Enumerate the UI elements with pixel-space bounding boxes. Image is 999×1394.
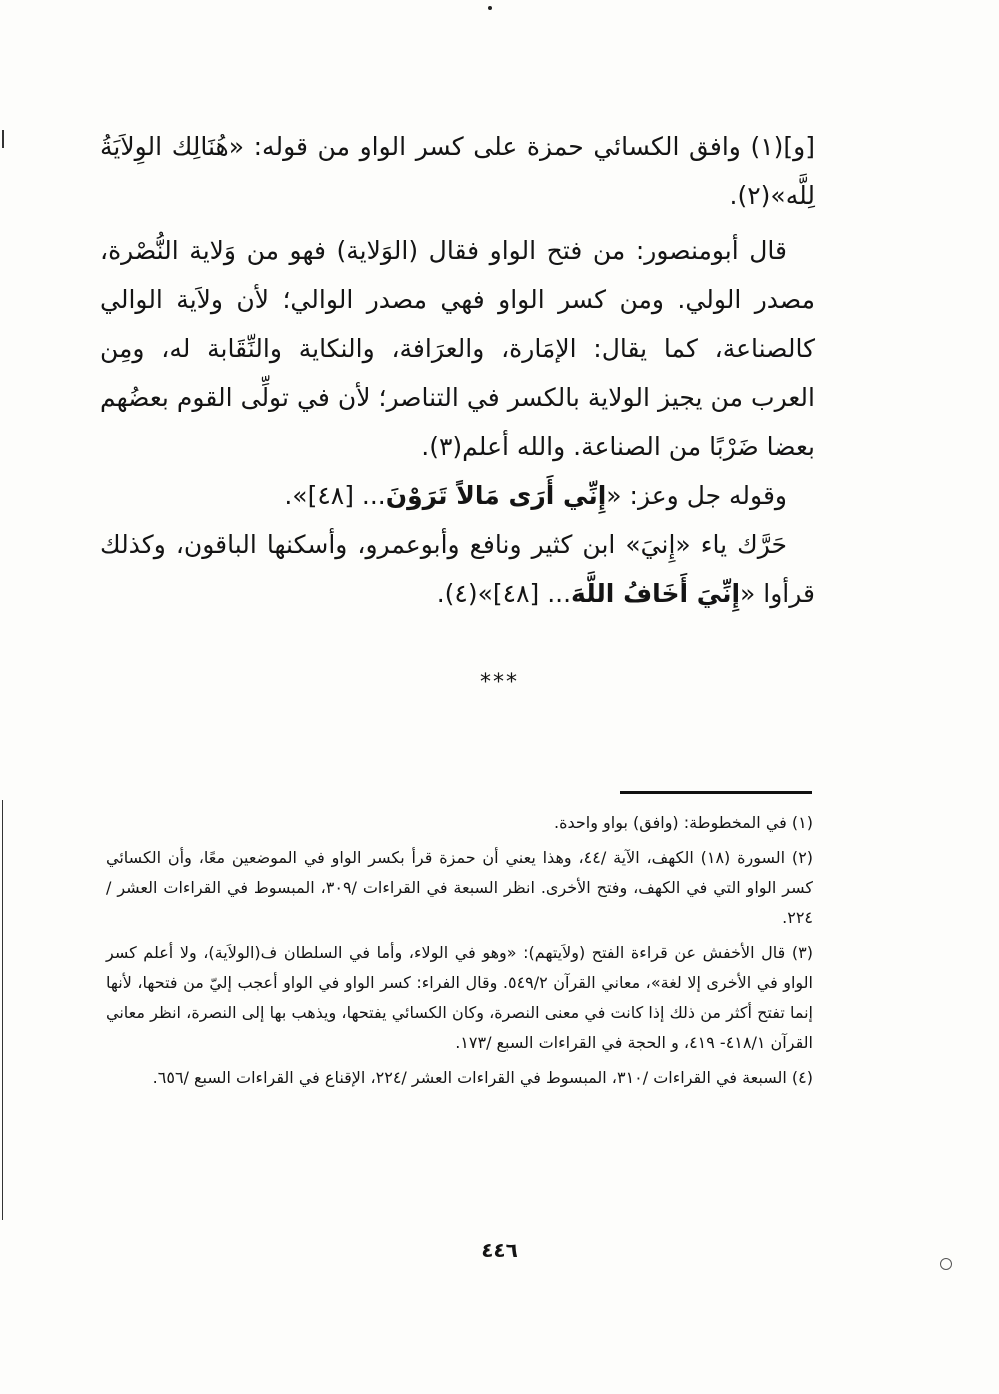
- footnote-2: (٢) السورة (١٨) الكهف، الآية /٤٤، وهذا يعني أن حمزة قرأ بكسر الواو في الموضعين معًا، وأن الكسائي كسر الواو التي في الكهف، وفتح الأخرى. انظر السبعة في القراءات /٣٠٩، المبسوط في القراءات العشر /٢٢٤.: [106, 848, 814, 927]
- left-edge-mark: [2, 130, 4, 148]
- top-margin-mark: [470, 0, 510, 14]
- paragraph-3: [100, 471, 815, 520]
- footnote-1: (١) في المخطوطة: (وافق) بواو واحدة.: [554, 813, 813, 832]
- para3-end: ... [٤٨]».: [284, 481, 386, 510]
- footnote-4: (٤) السبعة في القراءات /٣١٠، المبسوط في القراءات العشر /٢٢٤، الإقناع في القراءات السبع /٦٥٦.: [152, 1068, 813, 1087]
- corner-ring-mark: [940, 1258, 952, 1270]
- quran-quote-2: إِنِّيَ أَخَافُ اللَّهَ: [571, 579, 741, 608]
- page-number: ٤٤٦: [481, 1238, 518, 1262]
- para4-end: ... [٤٨]»(٤).: [436, 579, 572, 608]
- section-separator: ***: [480, 670, 519, 695]
- footnote-rule: [620, 791, 812, 794]
- footnotes: [106, 808, 813, 1098]
- paragraph-2: قال أبومنصور: من فتح الواو فقال (الوَلاية) فهو من وَلاية النُّصْرة، مصدر الولي. ومن كسر الواو فهي مصدر الوالي؛ لأن ولاَية الوالي كالصناعة، كما يقال: الإمَارة، والعرَافة، والنكاية والنِّقَابة له، ومِن العرب من يجيز الولاية بالكسر في التناصر؛ لأن في تولِّى القوم بعضُهم بعضا ضَرْبًا من الصناعة. والله أعلم(٣).: [100, 236, 815, 461]
- footnote-3: (٣) قال الأخفش عن قراءة الفتح (ولاَيتهم): «وهو في الولاء، وأما في السلطان ف(الولاَية)، ولا أعلم كسر الواو في الأخرى إلا لغة»، معاني القرآن ٥٤٩/٢. وقال الفراء: كسر الواو في الواو أعجب إليّ من فتحها، لأنها إنما تفتح أكثر من ذلك إذا كانت في معنى النصرة، وكان الكسائي يفتحها، ويذهب بها إلى النصرة، انظر معاني القرآن ٤١٨/١- ٤١٩، و الحجة في القراءات السبع /١٧٣.: [106, 943, 813, 1052]
- left-edge-line: [2, 800, 3, 1220]
- paragraph-4: [100, 520, 815, 618]
- para3-intro: وقوله جل وعز: «: [606, 481, 787, 510]
- para4-text: حَرَّك ياء «إِنيَ» ابن كثير ونافع وأبوعمرو، وأسكنها الباقون، وكذلك قرأوا «: [100, 530, 815, 608]
- quran-quote-1: إِنِّي أَرَى مَالاً تَرَوْنَ: [385, 481, 607, 510]
- paragraph-1: [و](١) وافق الكسائي حمزة على كسر الواو من قوله: «هُنَالِك الوِلاَيَةُ لِلَّه»(٢).: [100, 132, 815, 210]
- main-text: [100, 122, 815, 618]
